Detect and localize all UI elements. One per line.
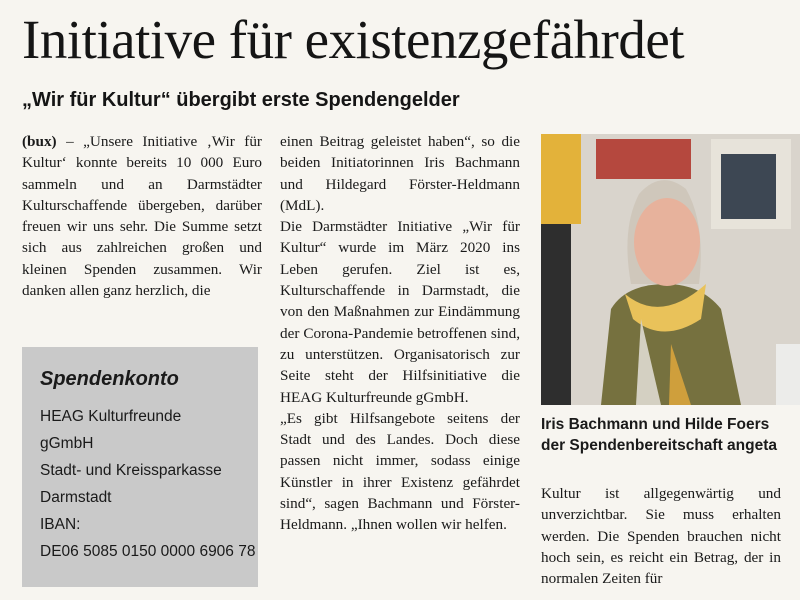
caption-line: Iris Bachmann und Hilde Foers [541,416,770,433]
account-line: gGmbH [40,435,94,452]
spendenkonto-title: Spendenkonto [40,368,179,390]
headline: Initiative für existenzgefährdet [22,9,685,70]
author-tag: (bux) [22,133,57,150]
account-line: Stadt- und Kreissparkasse [40,462,222,479]
article-column-3 [541,483,781,589]
caption-line: der Spendenbereitschaft angeta [541,437,778,454]
portrait-photo-icon [541,134,800,405]
account-line: HEAG Kulturfreunde [40,408,182,425]
subheadline: „Wir für Kultur“ übergibt erste Spendengelder [22,89,460,111]
article-paragraph: „Es gibt Hilfsangebote seitens der Stadt und des Landes. Doch diese passen nicht immer, sodass einige Künstler in ihrer Existenz gefährdet sind“, sagen Bachmann und Förster-Heldmann. „Ihnen wollen wir helfen. [280,409,520,534]
article-paragraph: Kultur ist allgegenwärtig und unverzichtbar. Sie muss erhalten werden. Die Spenden brauchen nicht hoch sein, es reicht ein Betrag, der in normalen Zeiten für [541,485,781,588]
article-column-1 [22,131,262,301]
paragraph-text: – „Unsere Initiative ‚Wir für Kultur‘ konnte bereits 10 000 Euro sammeln und an Darmstädter Kulturschaffende übergeben, darüber freuen wir uns sehr. Die Summe setzt sich aus zahlreichen großen und kleinen Spenden zusammen. Wir danken allen ganz herzlich, die [22,133,262,300]
iban-value: DE06 5085 0150 0000 6906 78 [40,543,256,560]
article-paragraph: Die Darmstädter Initiative „Wir für Kultur“ wurde im März 2020 ins Leben gerufen. Ziel ist es, Kulturschaffende in Darmstadt, die von den Maßnahmen zur Eindämmung der Corona-Pandemie betroffenen sind, zu unterstützen. Organisatorisch zur Seite steht der Hilfsinitiative die HEAG Kulturfreunde gGmbH. [280,218,520,406]
account-line: Darmstadt [40,489,112,506]
article-paragraph [22,131,262,301]
portrait-photo [541,134,800,405]
article-column-2 [280,131,520,536]
photo-caption [541,414,800,456]
article-paragraph: einen Beitrag geleistet haben“, so die beiden Initiatorinnen Iris Bachmann und Hildegard Förster-Heldmann (MdL). [280,133,520,214]
account-line: IBAN: [40,516,81,533]
spendenkonto-box [22,347,258,587]
